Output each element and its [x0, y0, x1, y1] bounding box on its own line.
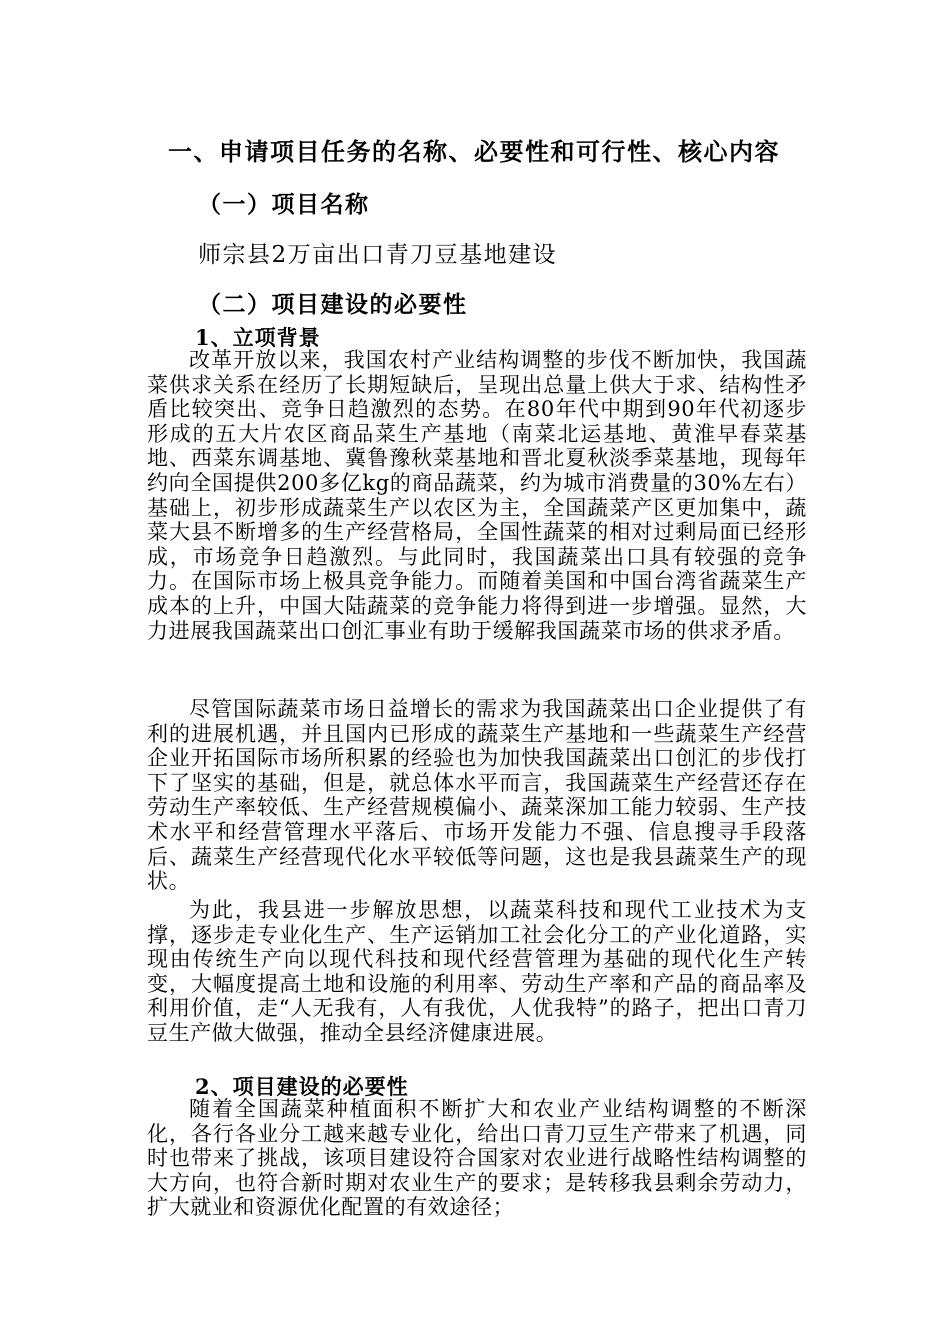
subheading-background: 1、立项背景 [195, 325, 321, 350]
subheading-necessity: 2、项目建设的必要性 [195, 1074, 409, 1099]
paragraph-background-3: 为此，我县进一步解放思想，以蔬菜科技和现代工业技术为支撑，逐步走专业化生产、生产运销加工社会化分工的产业化道路，实现由传统生产向以现代科技和现代经营管理为基础的现代化生产转变，大幅度提高土地和设施的利用率、劳动生产率和产品的商品率及利用价值，走“人无我有，人有我优，人优我特”的路子，把出口青刀豆生产做大做强，推动全县经济健康进展。 [147, 898, 807, 1045]
project-name-text: 师宗县2万亩出口青刀豆基地建设 [198, 242, 558, 268]
paragraph-necessity: 随着全国蔬菜种植面积不断扩大和农业产业结构调整的不断深化，各行各业分工越来越专业化，给出口青刀豆生产带来了机遇，同时也带来了挑战，该项目建设符合国家对农业进行战略性结构调整的大方向，也符合新时期对农业生产的要求；是转移我县剩余劳动力，扩大就业和资源优化配置的有效途径； [147, 1097, 807, 1220]
section-heading-necessity: （二）项目建设的必要性 [198, 291, 468, 318]
main-heading: 一、申请项目任务的名称、必要性和可行性、核心内容 [168, 137, 780, 166]
section-heading-project-name: （一）项目名称 [198, 191, 370, 218]
paragraph-background-2: 尽管国际蔬菜市场日益增长的需求为我国蔬菜出口企业提供了有利的进展机遇，并且国内已形成的蔬菜生产基地和一些蔬菜生产经营企业开拓国际市场所积累的经验也为加快我国蔬菜出口创汇的步伐打下了坚实的基础，但是，就总体水平而言，我国蔬菜生产经营还存在劳动生产率较低、生产经营规模偏小、蔬菜深加工能力较弱、生产技术水平和经营管理水平落后、市场开发能力不强、信息搜寻手段落后、蔬菜生产经营现代化水平较低等问题，这也是我县蔬菜生产的现状。 [147, 697, 807, 894]
paragraph-background-1: 改革开放以来，我国农村产业结构调整的步伐不断加快，我国蔬菜供求关系在经历了长期短缺后，呈现出总量上供大于求、结构性矛盾比较突出、竞争日趋激烈的态势。在80年代中期到90年代初逐步形成的五大片农区商品菜生产基地（南菜北运基地、黄淮早春菜基地、西菜东调基地、冀鲁豫秋菜基地和晋北夏秋淡季菜基地，现每年约向全国提供200多亿kg的商品蔬菜，约为城市消费量的30%左右）基础上，初步形成蔬菜生产以农区为主，全国蔬菜产区更加集中，蔬菜大县不断增多的生产经营格局，全国性蔬菜的相对过剩局面已经形成，市场竞争日趋激烈。与此同时，我国蔬菜出口具有较强的竞争力。在国际市场上极具竞争能力。而随着美国和中国台湾省蔬菜生产成本的上升，中国大陆蔬菜的竞争能力将得到进一步增强。显然，大力进展我国蔬菜出口创汇事业有助于缓解我国蔬菜市场的供求矛盾。 [147, 348, 807, 643]
